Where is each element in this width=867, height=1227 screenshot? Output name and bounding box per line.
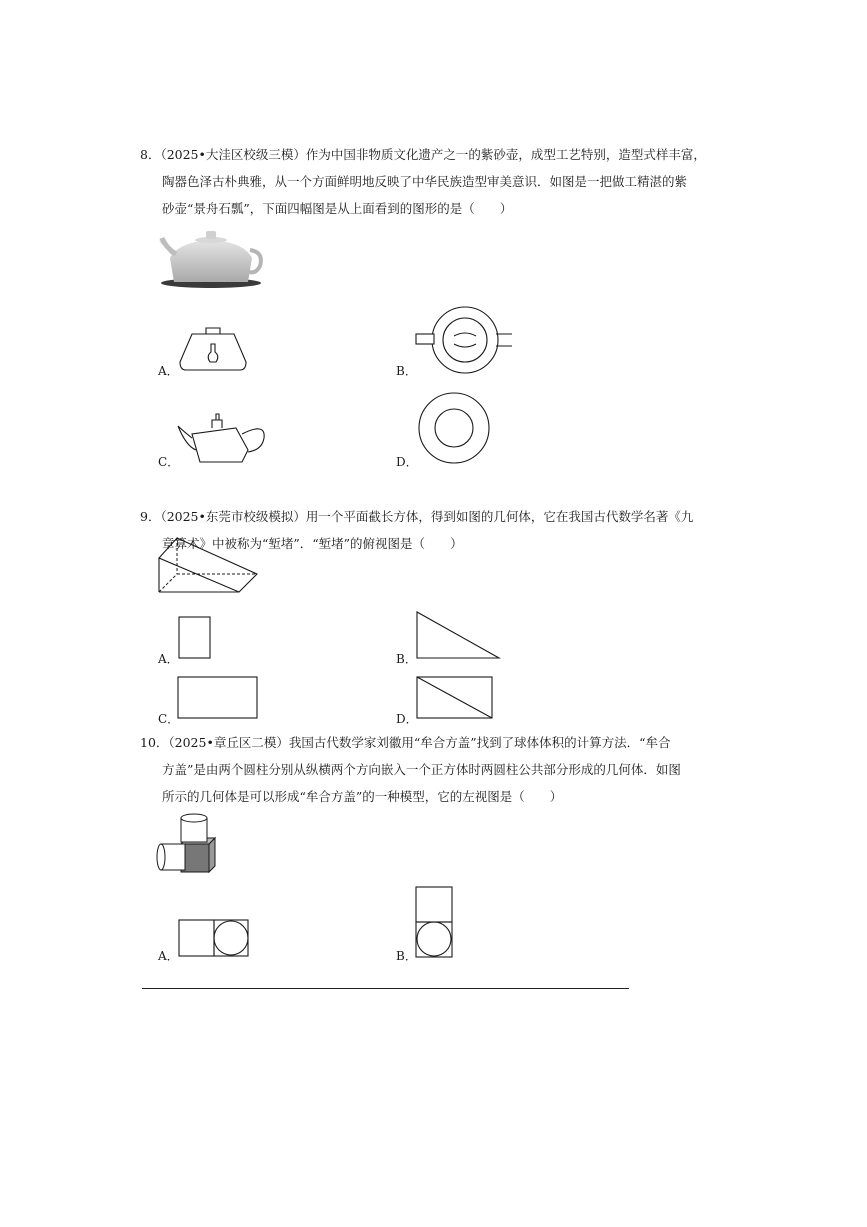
q9-option-b-figure[interactable] [415, 610, 503, 660]
q9-option-c-label[interactable]: C． [158, 712, 180, 726]
q9-option-b-label[interactable]: B． [396, 652, 417, 666]
q9-option-d-label[interactable]: D． [396, 712, 418, 726]
q10-line-3: 所示的几何体是可以形成“牟合方盖”的一种模型，它的左视图是（ ） [162, 789, 563, 804]
q10-option-b-figure[interactable] [415, 886, 455, 960]
q9-option-a-label[interactable]: A． [158, 652, 179, 666]
teapot-image [156, 228, 266, 290]
q8-line-2: 陶器色泽古朴典雅，从一个方面鲜明地反映了中华民族造型审美意识．如图是一把做工精湛的紫 [162, 174, 688, 189]
q9-option-c-figure[interactable] [177, 676, 259, 720]
question-8 [140, 141, 706, 222]
q10-option-a-figure[interactable] [178, 919, 250, 959]
q8-line-1: 8．（2025•大洼区校级三模）作为中国非物质文化遗产之一的紫砂壶，成型工艺特别，造型式样丰富， [140, 147, 706, 162]
qiandu-solid-figure [157, 534, 262, 594]
q8-option-d-figure[interactable] [417, 391, 491, 465]
q8-option-a-figure[interactable] [178, 322, 248, 372]
footer-divider [142, 988, 629, 989]
q10-option-a-label[interactable]: A． [158, 949, 179, 963]
q9-line-1: 9．（2025•东莞市校级模拟）用一个平面截长方体，得到如图的几何体，它在我国古代数学名著《九 [140, 509, 694, 524]
q10-option-b-label[interactable]: B． [396, 949, 417, 963]
q9-option-a-figure[interactable] [178, 616, 212, 660]
q9-line-2: 章算术》中被称为“堑堵”．“堑堵”的俯视图是（ ） [162, 536, 463, 551]
q8-option-b-figure[interactable] [414, 306, 514, 376]
q10-line-1: 10．（2025•章丘区二模）我国古代数学家刘徽用“牟合方盖”找到了球体体积的计算方法．“牟合 [140, 735, 671, 750]
q8-option-c-figure[interactable] [176, 406, 268, 464]
question-10 [140, 729, 680, 810]
q8-option-b-label[interactable]: B． [396, 364, 417, 378]
q10-line-2: 方盖”是由两个圆柱分别从纵横两个方向嵌入一个正方体时两圆柱公共部分形成的几何体．如图 [162, 762, 681, 777]
mouhefanggai-model-figure [155, 812, 217, 874]
q8-line-3: 砂壶“景舟石瓢”，下面四幅图是从上面看到的图形的是（ ） [162, 201, 513, 216]
q8-option-c-label[interactable]: C． [158, 455, 180, 469]
q9-option-d-figure[interactable] [416, 676, 494, 720]
q8-option-a-label[interactable]: A． [158, 364, 179, 378]
q8-option-d-label[interactable]: D． [396, 455, 418, 469]
